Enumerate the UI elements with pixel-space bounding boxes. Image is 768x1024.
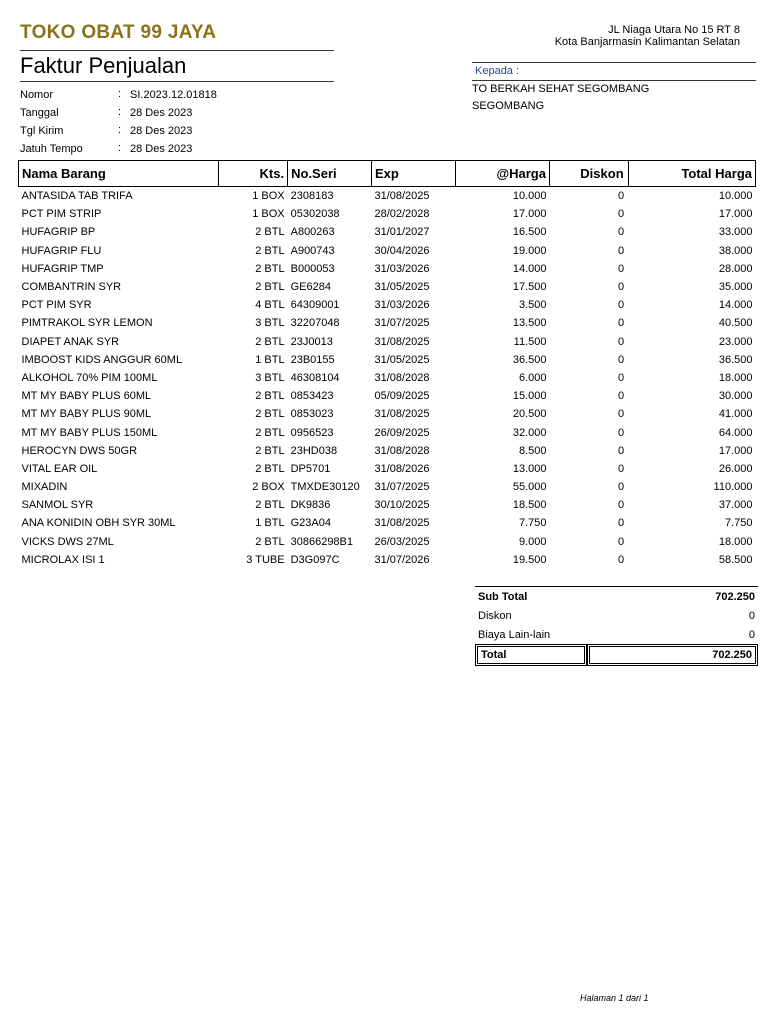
item-serial: 23J0013 bbox=[290, 335, 333, 348]
item-total: 26.000 bbox=[718, 462, 753, 475]
item-unit-price: 6.000 bbox=[518, 371, 547, 384]
item-unit-price: 32.000 bbox=[512, 426, 547, 439]
item-serial: 32207048 bbox=[290, 317, 340, 330]
item-qty: 2 BTL bbox=[255, 408, 285, 421]
item-total: 36.500 bbox=[718, 353, 753, 366]
table-row bbox=[19, 387, 756, 405]
item-serial: 46308104 bbox=[290, 371, 340, 384]
item-qty: 2 BTL bbox=[255, 390, 285, 403]
item-serial: G23A04 bbox=[290, 517, 331, 530]
meta-value-tgl-kirim: 28 Des 2023 bbox=[130, 125, 193, 137]
item-unit-price: 9.000 bbox=[518, 535, 547, 548]
item-unit-price: 10.000 bbox=[512, 190, 547, 203]
item-discount: 0 bbox=[618, 371, 625, 384]
item-total: 58.500 bbox=[718, 553, 753, 566]
item-serial: DP5701 bbox=[290, 462, 331, 475]
table-row bbox=[19, 278, 756, 296]
item-name: ANA KONIDIN OBH SYR 30ML bbox=[21, 517, 176, 530]
item-name: MT MY BABY PLUS 150ML bbox=[21, 426, 158, 439]
item-discount: 0 bbox=[618, 462, 625, 475]
table-row bbox=[19, 478, 756, 496]
item-expiry: 31/03/2026 bbox=[374, 299, 430, 312]
item-name: HUFAGRIP FLU bbox=[21, 244, 102, 257]
item-serial: 30866298B1 bbox=[290, 535, 354, 548]
item-name: DIAPET ANAK SYR bbox=[21, 335, 120, 348]
item-expiry: 31/08/2025 bbox=[374, 335, 430, 348]
item-discount: 0 bbox=[618, 481, 625, 494]
item-qty: 1 BOX bbox=[252, 208, 285, 221]
item-total: 17.000 bbox=[718, 208, 753, 221]
subtotal-value: 702.250 bbox=[587, 586, 758, 606]
column-header-kts: Kts. bbox=[218, 161, 287, 187]
item-unit-price: 16.500 bbox=[512, 226, 547, 239]
item-qty: 2 BTL bbox=[255, 426, 285, 439]
item-serial: D3G097C bbox=[290, 553, 340, 566]
item-qty: 3 BTL bbox=[255, 371, 285, 384]
item-expiry: 31/05/2025 bbox=[374, 353, 430, 366]
item-name: HUFAGRIP TMP bbox=[21, 262, 104, 275]
item-expiry: 31/08/2025 bbox=[374, 190, 430, 203]
item-unit-price: 3.500 bbox=[518, 299, 547, 312]
diskon-value: 0 bbox=[748, 609, 755, 622]
item-discount: 0 bbox=[618, 299, 625, 312]
item-expiry: 30/04/2026 bbox=[374, 244, 430, 257]
item-discount: 0 bbox=[618, 517, 625, 530]
item-total: 41.000 bbox=[718, 408, 753, 421]
table-row bbox=[19, 187, 756, 206]
column-header-total-harga: Total Harga bbox=[628, 161, 755, 187]
item-total: 64.000 bbox=[718, 426, 753, 439]
item-qty: 1 BTL bbox=[255, 353, 285, 366]
summary-table bbox=[475, 586, 758, 666]
recipient-name: TO BERKAH SEHAT SEGOMBANG bbox=[472, 83, 650, 95]
item-name: MICROLAX ISI 1 bbox=[21, 553, 105, 566]
subtotal-label: Sub Total bbox=[475, 586, 587, 606]
item-expiry: 26/03/2025 bbox=[374, 535, 430, 548]
item-name: ALKOHOL 70% PIM 100ML bbox=[21, 371, 158, 384]
item-serial: 0853023 bbox=[290, 408, 334, 421]
item-discount: 0 bbox=[618, 262, 625, 275]
item-name: VICKS DWS 27ML bbox=[21, 535, 114, 548]
item-unit-price: 13.500 bbox=[512, 317, 547, 330]
table-row bbox=[19, 296, 756, 314]
recipient-location: SEGOMBANG bbox=[472, 100, 545, 112]
item-expiry: 26/09/2025 bbox=[374, 426, 430, 439]
table-row bbox=[19, 260, 756, 278]
table-row bbox=[19, 405, 756, 423]
table-row bbox=[19, 496, 756, 514]
store-address-line2: Kota Banjarmasin Kalimantan Selatan bbox=[554, 36, 740, 48]
item-name: COMBANTRIN SYR bbox=[21, 281, 122, 294]
meta-colon: : bbox=[118, 142, 122, 154]
summary-row-total bbox=[475, 644, 758, 666]
item-total: 18.000 bbox=[718, 535, 753, 548]
item-expiry: 31/08/2025 bbox=[374, 517, 430, 530]
item-unit-price: 18.500 bbox=[512, 499, 547, 512]
column-header-nama-barang: Nama Barang bbox=[19, 161, 219, 187]
item-total: 17.000 bbox=[718, 444, 753, 457]
item-total: 14.000 bbox=[718, 299, 753, 312]
item-qty: 2 BTL bbox=[255, 535, 285, 548]
store-name-divider bbox=[20, 50, 334, 51]
item-discount: 0 bbox=[618, 244, 625, 257]
item-expiry: 31/08/2028 bbox=[374, 371, 430, 384]
item-expiry: 28/02/2028 bbox=[374, 208, 430, 221]
column-header-no-seri: No.Seri bbox=[288, 161, 372, 187]
item-total: 18.000 bbox=[718, 371, 753, 384]
item-discount: 0 bbox=[618, 226, 625, 239]
item-qty: 1 BOX bbox=[252, 190, 285, 203]
item-discount: 0 bbox=[618, 444, 625, 457]
summary-row-subtotal bbox=[475, 586, 758, 606]
table-row bbox=[19, 369, 756, 387]
table-row bbox=[19, 223, 756, 241]
item-qty: 2 BTL bbox=[255, 262, 285, 275]
diskon-label: Diskon bbox=[478, 609, 512, 622]
item-expiry: 31/05/2025 bbox=[374, 281, 430, 294]
item-discount: 0 bbox=[618, 335, 625, 348]
items-table-header bbox=[19, 161, 756, 187]
item-total: 35.000 bbox=[718, 281, 753, 294]
item-qty: 2 BTL bbox=[255, 281, 285, 294]
item-total: 23.000 bbox=[718, 335, 753, 348]
item-unit-price: 19.000 bbox=[512, 244, 547, 257]
item-total: 10.000 bbox=[718, 190, 753, 203]
table-row bbox=[19, 551, 756, 569]
table-row bbox=[19, 533, 756, 551]
item-serial: GE6284 bbox=[290, 281, 331, 294]
item-name: PCT PIM STRIP bbox=[21, 208, 102, 221]
table-row bbox=[19, 514, 756, 532]
biaya-value: 0 bbox=[748, 628, 755, 641]
total-value: 702.250 bbox=[587, 644, 758, 666]
item-unit-price: 55.000 bbox=[512, 481, 547, 494]
item-serial: 2308183 bbox=[290, 190, 334, 203]
table-row bbox=[19, 333, 756, 351]
meta-label-nomor: Nomor bbox=[20, 89, 54, 101]
item-discount: 0 bbox=[618, 499, 625, 512]
item-name: VITAL EAR OIL bbox=[21, 462, 98, 475]
item-expiry: 31/08/2026 bbox=[374, 462, 430, 475]
item-discount: 0 bbox=[618, 353, 625, 366]
meta-colon: : bbox=[118, 106, 122, 118]
item-serial: TMXDE30120 bbox=[290, 481, 360, 494]
item-expiry: 31/08/2028 bbox=[374, 444, 430, 457]
item-total: 38.000 bbox=[718, 244, 753, 257]
table-row bbox=[19, 351, 756, 369]
item-name: ANTASIDA TAB TRIFA bbox=[21, 190, 133, 203]
item-qty: 2 BTL bbox=[255, 244, 285, 257]
item-name: IMBOOST KIDS ANGGUR 60ML bbox=[21, 353, 183, 366]
item-qty: 2 BTL bbox=[255, 226, 285, 239]
item-expiry: 31/07/2025 bbox=[374, 481, 430, 494]
item-qty: 2 BTL bbox=[255, 499, 285, 512]
item-name: PCT PIM SYR bbox=[21, 299, 92, 312]
item-name: PIMTRAKOL SYR LEMON bbox=[21, 317, 153, 330]
meta-colon: : bbox=[118, 88, 122, 100]
item-qty: 1 BTL bbox=[255, 517, 285, 530]
item-name: SANMOL SYR bbox=[21, 499, 94, 512]
total-label: Total bbox=[475, 644, 587, 666]
item-total: 28.000 bbox=[718, 262, 753, 275]
store-address-line1: JL Niaga Utara No 15 RT 8 bbox=[608, 24, 740, 36]
item-total: 40.500 bbox=[718, 317, 753, 330]
item-serial: 0956523 bbox=[290, 426, 334, 439]
item-serial: B000053 bbox=[290, 262, 335, 275]
item-qty: 2 BTL bbox=[255, 462, 285, 475]
item-serial: 64309001 bbox=[290, 299, 340, 312]
item-discount: 0 bbox=[618, 190, 625, 203]
item-expiry: 31/07/2025 bbox=[374, 317, 430, 330]
item-expiry: 31/01/2027 bbox=[374, 226, 430, 239]
item-qty: 2 BOX bbox=[252, 481, 285, 494]
item-serial: 23B0155 bbox=[290, 353, 335, 366]
item-discount: 0 bbox=[618, 408, 625, 421]
item-total: 33.000 bbox=[718, 226, 753, 239]
biaya-label: Biaya Lain-lain bbox=[478, 628, 551, 641]
title-divider bbox=[20, 81, 334, 82]
item-name: HUFAGRIP BP bbox=[21, 226, 96, 239]
page-number: Halaman 1 dari 1 bbox=[580, 993, 649, 1003]
item-discount: 0 bbox=[618, 535, 625, 548]
item-discount: 0 bbox=[618, 208, 625, 221]
item-total: 30.000 bbox=[718, 390, 753, 403]
item-qty: 2 BTL bbox=[255, 444, 285, 457]
item-qty: 4 BTL bbox=[255, 299, 285, 312]
table-row bbox=[19, 460, 756, 478]
item-unit-price: 11.500 bbox=[513, 335, 547, 348]
meta-value-jatuh-tempo: 28 Des 2023 bbox=[130, 143, 193, 155]
summary-row-biaya bbox=[475, 625, 758, 644]
item-expiry: 31/07/2026 bbox=[374, 553, 430, 566]
item-serial: 23HD038 bbox=[290, 444, 338, 457]
item-name: MT MY BABY PLUS 90ML bbox=[21, 408, 152, 421]
item-unit-price: 17.500 bbox=[512, 281, 547, 294]
item-discount: 0 bbox=[618, 426, 625, 439]
meta-colon: : bbox=[118, 124, 122, 136]
meta-value-tanggal: 28 Des 2023 bbox=[130, 107, 193, 119]
item-discount: 0 bbox=[618, 281, 625, 294]
item-unit-price: 15.000 bbox=[512, 390, 547, 403]
table-row bbox=[19, 205, 756, 223]
table-row bbox=[19, 242, 756, 260]
meta-label-jatuh-tempo: Jatuh Tempo bbox=[20, 143, 83, 155]
item-expiry: 05/09/2025 bbox=[374, 390, 430, 403]
item-qty: 3 BTL bbox=[255, 317, 285, 330]
item-unit-price: 14.000 bbox=[512, 262, 547, 275]
item-total: 37.000 bbox=[718, 499, 753, 512]
item-total: 7.750 bbox=[724, 517, 753, 530]
item-name: MIXADIN bbox=[21, 481, 68, 494]
item-serial: A900743 bbox=[290, 244, 335, 257]
meta-label-tanggal: Tanggal bbox=[20, 107, 59, 119]
item-unit-price: 13.000 bbox=[512, 462, 547, 475]
meta-value-nomor: SI.2023.12.01818 bbox=[130, 89, 217, 101]
item-serial: A800263 bbox=[290, 226, 335, 239]
item-expiry: 31/03/2026 bbox=[374, 262, 430, 275]
table-row bbox=[19, 423, 756, 441]
item-unit-price: 36.500 bbox=[512, 353, 547, 366]
item-unit-price: 19.500 bbox=[512, 553, 547, 566]
item-unit-price: 20.500 bbox=[512, 408, 547, 421]
item-unit-price: 7.750 bbox=[518, 517, 547, 530]
item-name: MT MY BABY PLUS 60ML bbox=[21, 390, 152, 403]
item-discount: 0 bbox=[618, 390, 625, 403]
table-row bbox=[19, 314, 756, 332]
meta-label-tgl-kirim: Tgl Kirim bbox=[20, 125, 64, 137]
item-unit-price: 17.000 bbox=[512, 208, 547, 221]
document-title: Faktur Penjualan bbox=[20, 53, 187, 78]
store-name: TOKO OBAT 99 JAYA bbox=[20, 22, 217, 43]
column-header-diskon: Diskon bbox=[549, 161, 628, 187]
item-qty: 2 BTL bbox=[255, 335, 285, 348]
column-header-exp: Exp bbox=[371, 161, 455, 187]
item-total: 110.000 bbox=[713, 481, 753, 494]
item-qty: 3 TUBE bbox=[246, 553, 285, 566]
table-row bbox=[19, 442, 756, 460]
item-discount: 0 bbox=[618, 317, 625, 330]
recipient-label: Kepada : bbox=[475, 65, 520, 77]
column-header-harga: @Harga bbox=[455, 161, 549, 187]
item-serial: 05302038 bbox=[290, 208, 340, 221]
item-expiry: 31/08/2025 bbox=[374, 408, 430, 421]
item-serial: DK9836 bbox=[290, 499, 331, 512]
item-discount: 0 bbox=[618, 553, 625, 566]
item-unit-price: 8.500 bbox=[518, 444, 547, 457]
items-table bbox=[18, 160, 756, 569]
item-serial: 0853423 bbox=[290, 390, 334, 403]
summary-row-diskon bbox=[475, 606, 758, 625]
item-expiry: 30/10/2025 bbox=[374, 499, 430, 512]
item-name: HEROCYN DWS 50GR bbox=[21, 444, 138, 457]
